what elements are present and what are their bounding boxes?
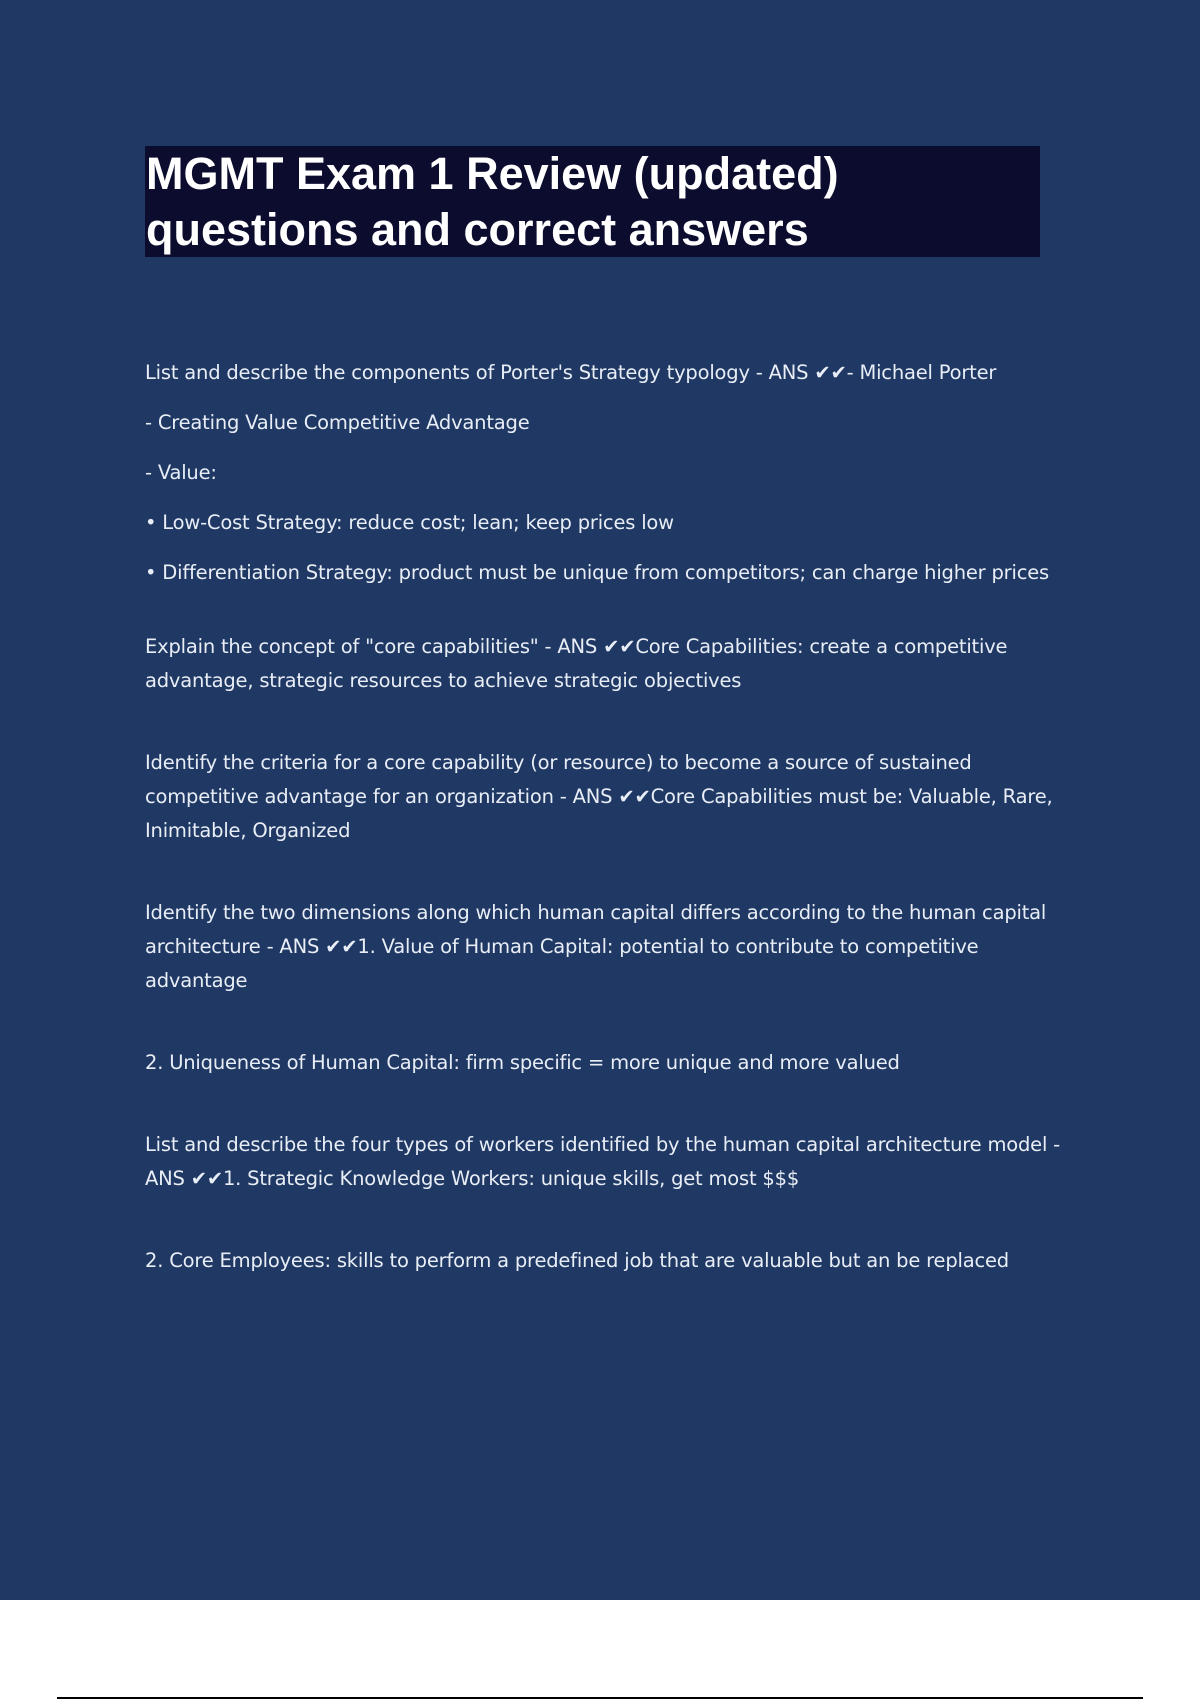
bullet-low-cost: • Low-Cost Strategy: reduce cost; lean; keep prices low xyxy=(145,511,674,534)
question-human-capital-dimensions: Identify the two dimensions along which human capital differs according to the human capital architecture - ANS ✔✔1. Value of Human Capital: potential to contribute to competitive advantage xyxy=(145,901,1047,992)
question-four-worker-types: List and describe the four types of workers identified by the human capital architecture model - ANS ✔✔1. Strategic Knowledge Workers: unique skills, get most $$$ xyxy=(145,1133,1061,1190)
answer-line-creating-value: - Creating Value Competitive Advantage xyxy=(145,411,530,434)
question-porter-strategy: List and describe the components of Porter's Strategy typology - ANS ✔✔- Michael Porter xyxy=(145,361,997,384)
title-line-2: questions and correct answers xyxy=(146,204,809,255)
document-body xyxy=(145,356,1085,1278)
answer-core-employees: 2. Core Employees: skills to perform a predefined job that are valuable but an be replaced xyxy=(145,1249,1009,1272)
title-line-1: MGMT Exam 1 Review (updated) xyxy=(146,148,839,199)
question-core-capability-criteria: Identify the criteria for a core capability (or resource) to become a source of sustained competitive advantage for an organization - ANS ✔✔Core Capabilities must be: Valuable, Rare, Inimitable, Organized xyxy=(145,751,1053,842)
answer-line-value: - Value: xyxy=(145,461,217,484)
document-title xyxy=(146,146,1046,258)
answer-uniqueness-human-capital: 2. Uniqueness of Human Capital: firm specific = more unique and more valued xyxy=(145,1051,900,1074)
bullet-differentiation: • Differentiation Strategy: product must be unique from competitors; can charge higher prices xyxy=(145,561,1049,584)
question-core-capabilities: Explain the concept of "core capabilities" - ANS ✔✔Core Capabilities: create a competitive advantage, strategic resources to achieve strategic objectives xyxy=(145,635,1008,692)
footer-divider xyxy=(57,1697,1143,1699)
